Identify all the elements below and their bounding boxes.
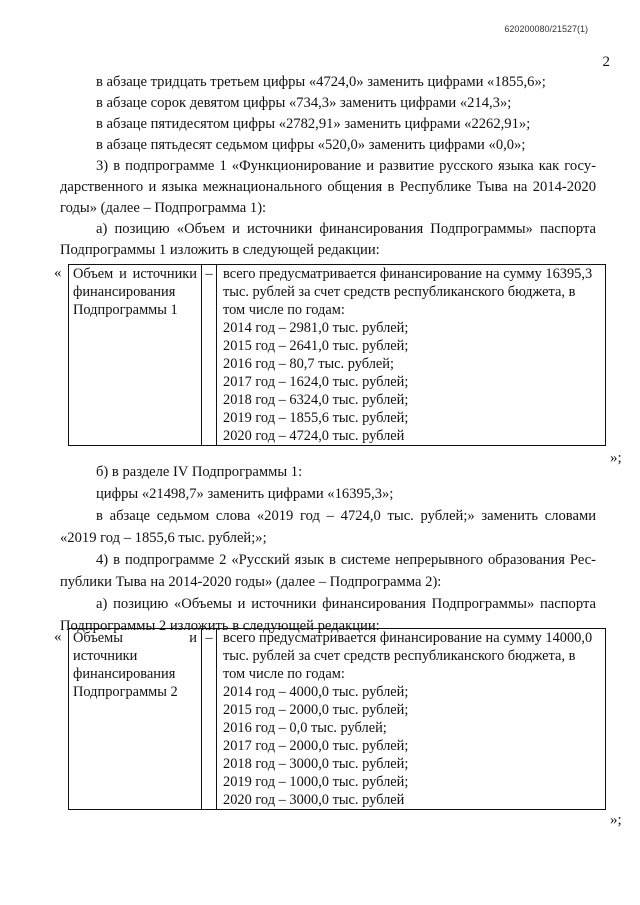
intro-line: дарственного и языка межнационального общения в Республике Тыва на 2014-2020: [60, 179, 596, 195]
body-line: в абзаце седьмом слова «2019 год – 4724,0 тыс. рублей;» заменить словами: [96, 508, 596, 524]
body-line: а) позицию «Объемы и источники финансирования Подпрограммы» паспорта: [96, 596, 596, 612]
table2-open-quote: «: [54, 629, 62, 645]
intro-line: Подпрограммы 1 изложить в следующей редакции:: [60, 242, 380, 258]
table-row: [69, 265, 606, 446]
table-row: [69, 629, 606, 810]
intro-line: годы» (далее – Подпрограмма 1):: [60, 200, 267, 216]
table2-year-line: 2015 год – 2000,0 тыс. рублей;: [223, 702, 409, 718]
table1-open-quote: «: [54, 265, 62, 281]
intro-line: в абзаце тридцать третьем цифры «4724,0» заменить цифрами «1855,6»;: [96, 74, 546, 90]
table2-year-line: 2014 год – 4000,0 тыс. рублей;: [223, 684, 409, 700]
body-line: 4) в подпрограмме 2 «Русский язык в системе непрерывного образования Рес-: [96, 552, 596, 568]
table1-content: [217, 265, 606, 446]
table2-year-line: 2018 год – 3000,0 тыс. рублей;: [223, 756, 409, 772]
intro-line: а) позицию «Объем и источники финансирования Подпрограммы» паспорта: [96, 221, 596, 237]
table2-content: [217, 629, 606, 810]
table1-year-line: 2020 год – 4724,0 тыс. рублей: [223, 428, 405, 444]
table1-dash: –: [202, 265, 217, 446]
body-line: Подпрограммы 2 изложить в следующей редакции:: [60, 618, 380, 634]
table2-label: Объемы и источники финансирования Подпрограммы 2: [69, 629, 202, 810]
table2-lead: всего предусматривается финансирование на сумму 14000,0 тыс. рублей за счет средств республиканского бюджета, в том числе по годам:: [223, 630, 593, 682]
table1-year-line: 2015 год – 2641,0 тыс. рублей;: [223, 338, 409, 354]
table1-year-line: 2018 год – 6324,0 тыс. рублей;: [223, 392, 409, 408]
table2-close-quote: »;: [610, 812, 622, 828]
body-line: б) в разделе IV Подпрограммы 1:: [96, 464, 303, 480]
page-number: 2: [602, 54, 610, 70]
table1-year-line: 2017 год – 1624,0 тыс. рублей;: [223, 374, 409, 390]
body-line: «2019 год – 1855,6 тыс. рублей;»;: [60, 530, 267, 546]
document-stamp: 620200080/21527(1): [504, 24, 588, 34]
table1-lead: всего предусматривается финансирование на сумму 16395,3 тыс. рублей за счет средств республиканского бюджета, в том числе по годам:: [223, 266, 593, 318]
table2-year-line: 2017 год – 2000,0 тыс. рублей;: [223, 738, 409, 754]
table1-year-line: 2014 год – 2981,0 тыс. рублей;: [223, 320, 409, 336]
table2-year-line: 2020 год – 3000,0 тыс. рублей: [223, 792, 405, 808]
intro-line: в абзаце пятидесятом цифры «2782,91» заменить цифрами «2262,91»;: [96, 116, 531, 132]
table2-year-line: 2019 год – 1000,0 тыс. рублей;: [223, 774, 409, 790]
intro-line: в абзаце сорок девятом цифры «734,3» заменить цифрами «214,3»;: [96, 95, 512, 111]
table2-dash: –: [202, 629, 217, 810]
table1-year-line: 2019 год – 1855,6 тыс. рублей;: [223, 410, 409, 426]
body-line: цифры «21498,7» заменить цифрами «16395,3»;: [96, 486, 394, 502]
table1-label: Объем и источники финансирования Подпрограммы 1: [69, 265, 202, 446]
intro-line: в абзаце пятьдесят седьмом цифры «520,0» заменить цифрами «0,0»;: [96, 137, 526, 153]
body-line: публики Тыва на 2014-2020 годы» (далее – Подпрограмма 2):: [60, 574, 442, 590]
funding-table-2: [68, 628, 606, 810]
table1-year-line: 2016 год – 80,7 тыс. рублей;: [223, 356, 394, 372]
funding-table-1: [68, 264, 606, 446]
intro-line: 3) в подпрограмме 1 «Функционирование и развитие русского языка как госу-: [96, 158, 596, 174]
table2-year-line: 2016 год – 0,0 тыс. рублей;: [223, 720, 387, 736]
table1-close-quote: »;: [610, 450, 622, 466]
